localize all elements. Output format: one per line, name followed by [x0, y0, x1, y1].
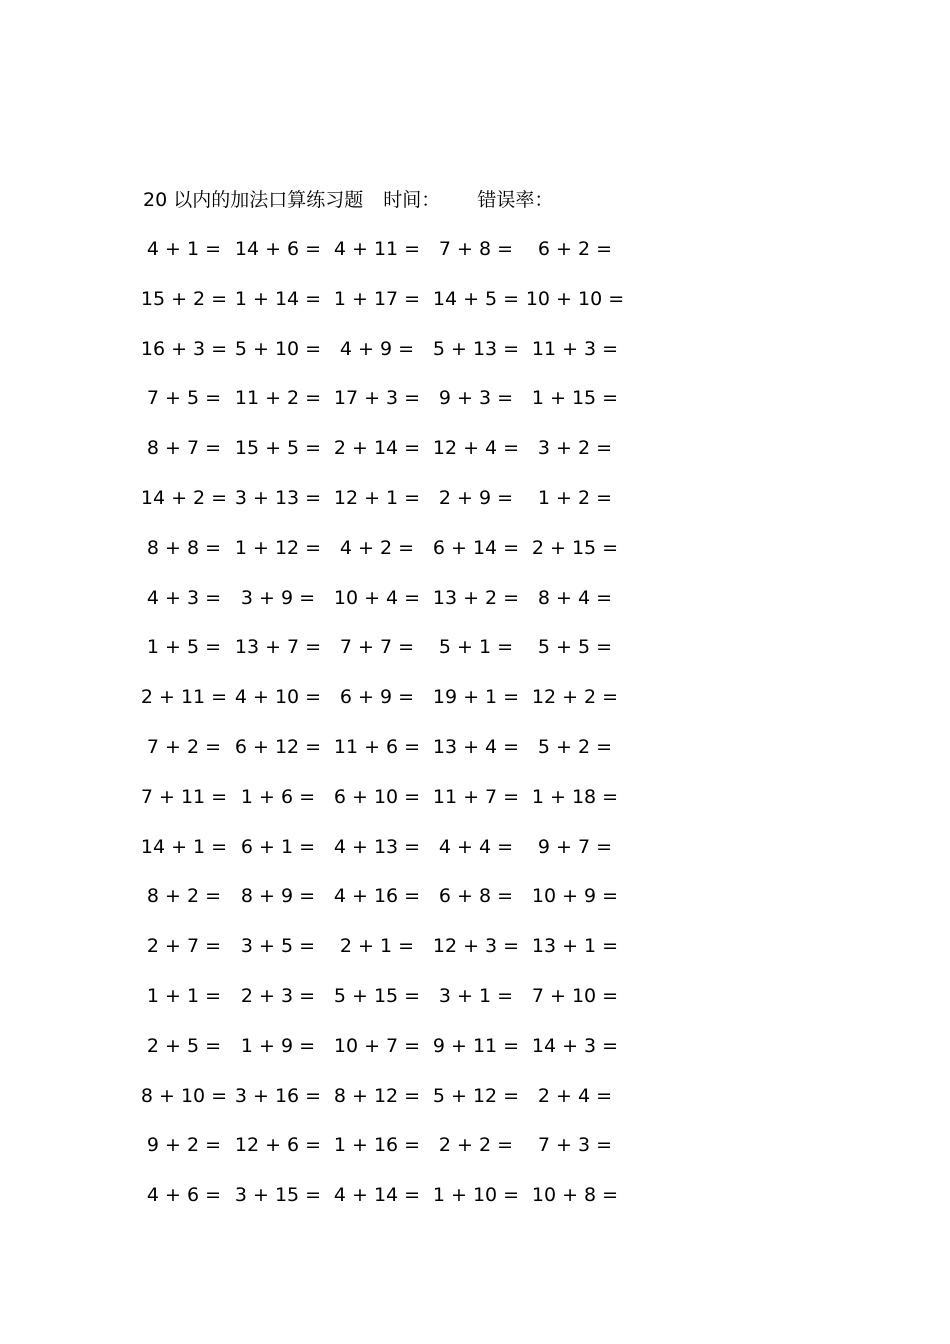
problem-item: 5 + 13 =	[432, 337, 520, 360]
problem-row	[0, 384, 950, 434]
problem-item: 8 + 7 =	[146, 437, 222, 460]
problem-item: 1 + 5 =	[146, 636, 222, 659]
problem-item: 1 + 10 =	[432, 1184, 520, 1207]
problem-row	[0, 1082, 950, 1132]
problem-row	[0, 484, 950, 534]
time-label: 时间：	[383, 189, 441, 211]
problem-item: 7 + 7 =	[339, 636, 415, 659]
problem-item: 7 + 3 =	[537, 1134, 613, 1157]
problem-item: 5 + 15 =	[333, 984, 421, 1007]
problem-item: 2 + 4 =	[537, 1084, 613, 1107]
problem-item: 1 + 12 =	[234, 536, 322, 559]
problem-item: 5 + 2 =	[537, 735, 613, 758]
problem-item: 13 + 4 =	[432, 735, 520, 758]
problem-item: 4 + 14 =	[333, 1184, 421, 1207]
problem-row	[0, 982, 950, 1032]
problem-item: 12 + 2 =	[531, 686, 619, 709]
problem-item: 2 + 15 =	[531, 536, 619, 559]
problem-item: 7 + 11 =	[140, 785, 228, 808]
problem-row	[0, 534, 950, 584]
problem-item: 6 + 14 =	[432, 536, 520, 559]
problem-row	[0, 235, 950, 285]
problem-item: 4 + 10 =	[234, 686, 322, 709]
problem-item: 4 + 6 =	[146, 1184, 222, 1207]
problem-item: 12 + 3 =	[432, 935, 520, 958]
problem-item: 4 + 1 =	[146, 238, 222, 260]
problem-row	[0, 633, 950, 683]
problem-row	[0, 434, 950, 484]
problem-item: 10 + 8 =	[531, 1184, 619, 1207]
problem-item: 10 + 10 =	[525, 287, 625, 310]
problem-item: 3 + 13 =	[234, 486, 322, 509]
problem-item: 7 + 8 =	[438, 238, 514, 260]
problem-item: 13 + 2 =	[432, 586, 520, 609]
problem-item: 2 + 7 =	[146, 935, 222, 958]
problem-item: 3 + 1 =	[438, 984, 514, 1007]
problem-row	[0, 285, 950, 335]
problem-row	[0, 1032, 950, 1082]
problem-item: 8 + 12 =	[333, 1084, 421, 1107]
problem-item: 19 + 1 =	[432, 686, 520, 709]
problem-item: 13 + 7 =	[234, 636, 322, 659]
problem-item: 15 + 5 =	[234, 437, 322, 460]
problem-item: 2 + 3 =	[240, 984, 316, 1007]
problem-item: 11 + 2 =	[234, 387, 322, 410]
problem-item: 9 + 2 =	[146, 1134, 222, 1157]
problem-item: 2 + 1 =	[339, 935, 415, 958]
problem-item: 9 + 7 =	[537, 835, 613, 858]
problem-item: 11 + 6 =	[333, 735, 421, 758]
problem-item: 17 + 3 =	[333, 387, 421, 410]
problem-item: 6 + 12 =	[234, 735, 322, 758]
problem-item: 8 + 4 =	[537, 586, 613, 609]
worksheet-header	[143, 186, 553, 214]
problem-item: 6 + 1 =	[240, 835, 316, 858]
problem-item: 7 + 5 =	[146, 387, 222, 410]
problem-item: 3 + 2 =	[537, 437, 613, 460]
problem-item: 16 + 3 =	[140, 337, 228, 360]
problem-row	[0, 733, 950, 783]
problem-item: 11 + 7 =	[432, 785, 520, 808]
problem-item: 11 + 3 =	[531, 337, 619, 360]
problem-item: 8 + 2 =	[146, 885, 222, 908]
problem-item: 4 + 2 =	[339, 536, 415, 559]
problem-item: 1 + 14 =	[234, 287, 322, 310]
problem-item: 5 + 5 =	[537, 636, 613, 659]
problem-item: 2 + 5 =	[146, 1034, 222, 1057]
problem-item: 10 + 4 =	[333, 586, 421, 609]
problem-item: 2 + 11 =	[140, 686, 228, 709]
problem-item: 1 + 6 =	[240, 785, 316, 808]
problem-item: 4 + 4 =	[438, 835, 514, 858]
problem-item: 14 + 5 =	[432, 287, 520, 310]
problem-item: 8 + 9 =	[240, 885, 316, 908]
problem-item: 3 + 5 =	[240, 935, 316, 958]
problem-row	[0, 584, 950, 634]
problem-item: 6 + 2 =	[537, 238, 613, 260]
problem-item: 1 + 15 =	[531, 387, 619, 410]
problem-item: 3 + 9 =	[240, 586, 316, 609]
problem-item: 7 + 10 =	[531, 984, 619, 1007]
problem-item: 2 + 2 =	[438, 1134, 514, 1157]
problem-item: 7 + 2 =	[146, 735, 222, 758]
problem-item: 14 + 2 =	[140, 486, 228, 509]
problem-item: 9 + 11 =	[432, 1034, 520, 1057]
problem-item: 6 + 10 =	[333, 785, 421, 808]
problem-grid	[0, 235, 950, 1231]
problem-row	[0, 335, 950, 385]
problem-item: 1 + 2 =	[537, 486, 613, 509]
problem-row	[0, 932, 950, 982]
problem-item: 12 + 4 =	[432, 437, 520, 460]
error-rate-label: 错误率：	[477, 189, 554, 211]
problem-item: 14 + 6 =	[234, 238, 322, 260]
problem-item: 1 + 9 =	[240, 1034, 316, 1057]
problem-item: 4 + 9 =	[339, 337, 415, 360]
problem-row	[0, 1181, 950, 1231]
problem-row	[0, 833, 950, 883]
problem-item: 1 + 16 =	[333, 1134, 421, 1157]
problem-item: 9 + 3 =	[438, 387, 514, 410]
problem-item: 2 + 9 =	[438, 486, 514, 509]
problem-item: 1 + 17 =	[333, 287, 421, 310]
problem-item: 6 + 8 =	[438, 885, 514, 908]
problem-item: 12 + 6 =	[234, 1134, 322, 1157]
problem-item: 2 + 14 =	[333, 437, 421, 460]
problem-item: 14 + 3 =	[531, 1034, 619, 1057]
problem-item: 1 + 1 =	[146, 984, 222, 1007]
problem-item: 10 + 9 =	[531, 885, 619, 908]
problem-item: 4 + 3 =	[146, 586, 222, 609]
problem-item: 5 + 1 =	[438, 636, 514, 659]
problem-item: 4 + 11 =	[333, 238, 421, 260]
problem-item: 10 + 7 =	[333, 1034, 421, 1057]
problem-item: 15 + 2 =	[140, 287, 228, 310]
problem-item: 12 + 1 =	[333, 486, 421, 509]
problem-item: 8 + 8 =	[146, 536, 222, 559]
problem-item: 14 + 1 =	[140, 835, 228, 858]
problem-item: 3 + 15 =	[234, 1184, 322, 1207]
problem-item: 5 + 10 =	[234, 337, 322, 360]
problem-item: 3 + 16 =	[234, 1084, 322, 1107]
problem-item: 5 + 12 =	[432, 1084, 520, 1107]
problem-item: 6 + 9 =	[339, 686, 415, 709]
problem-item: 4 + 13 =	[333, 835, 421, 858]
problem-item: 8 + 10 =	[140, 1084, 228, 1107]
problem-item: 1 + 18 =	[531, 785, 619, 808]
problem-row	[0, 1131, 950, 1181]
problem-item: 4 + 16 =	[333, 885, 421, 908]
problem-row	[0, 783, 950, 833]
worksheet-title: 20 以内的加法口算练习题	[143, 189, 364, 211]
problem-row	[0, 683, 950, 733]
problem-row	[0, 882, 950, 932]
problem-item: 13 + 1 =	[531, 935, 619, 958]
